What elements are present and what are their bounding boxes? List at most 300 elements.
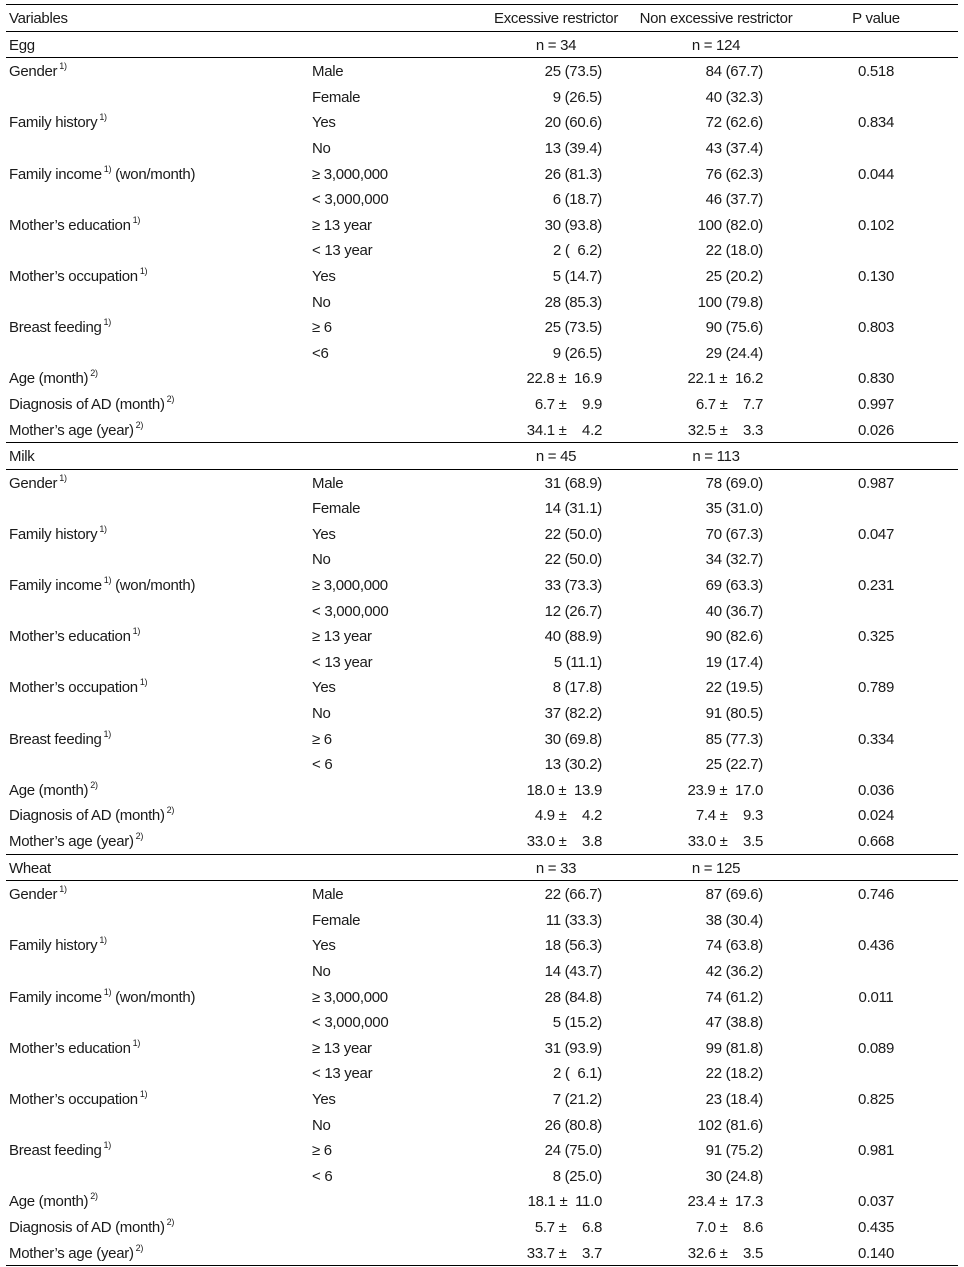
cell-p-value: 0.997 xyxy=(857,395,895,413)
row-variable xyxy=(9,1112,11,1138)
cell-p-value: 0.325 xyxy=(857,628,895,646)
cell-p-value: 0.102 xyxy=(857,216,895,234)
cell-non-excessive: 22 (18.0) xyxy=(705,242,763,260)
row-variable xyxy=(9,881,67,907)
row-variable xyxy=(9,1086,147,1112)
cell-p-value: 0.130 xyxy=(857,267,895,285)
row-variable xyxy=(9,263,147,289)
row-category: < 6 xyxy=(312,1167,333,1185)
row-category: ≥ 3,000,000 xyxy=(312,165,388,183)
footnote-marker: 1) xyxy=(103,728,111,739)
footnote-marker: 2) xyxy=(166,805,175,816)
row-variable xyxy=(9,314,111,340)
table-row xyxy=(6,649,958,675)
variable-label: Breast feeding xyxy=(9,1142,102,1160)
table-row xyxy=(6,984,958,1010)
variable-label: Age (month) xyxy=(9,370,89,388)
row-variable xyxy=(9,726,111,752)
row-variable xyxy=(9,365,98,391)
row-category: No xyxy=(312,705,331,723)
cell-p-value: 0.024 xyxy=(857,807,895,825)
row-variable xyxy=(9,932,107,958)
variable-label: Family history xyxy=(9,525,98,543)
variable-label: Diagnosis of AD (month) xyxy=(9,1218,165,1236)
cell-excessive: 2 ( 6.2) xyxy=(553,242,602,260)
cell-non-excessive: 40 (32.3) xyxy=(705,88,763,106)
variable-label: Breast feeding xyxy=(9,730,102,748)
table-row xyxy=(6,391,958,417)
cell-non-excessive: 87 (69.6) xyxy=(705,886,763,904)
cell-p-value xyxy=(816,237,936,263)
row-category: Male xyxy=(312,886,344,904)
row-variable xyxy=(9,289,11,315)
variable-label: Mother’s age (year) xyxy=(9,833,134,850)
section-n-non-excessive: n = 113 xyxy=(692,448,740,466)
cell-excessive: 7 (21.2) xyxy=(552,1090,602,1108)
cell-non-excessive: 32.5 ± 3.3 xyxy=(687,421,763,439)
row-variable xyxy=(9,674,147,700)
row-variable xyxy=(9,521,107,547)
cell-non-excessive: 33.0 ± 3.5 xyxy=(687,833,763,850)
cell-excessive: 14 (43.7) xyxy=(544,962,602,980)
table-row xyxy=(6,263,958,289)
table-row xyxy=(6,58,958,84)
table-row xyxy=(6,1035,958,1061)
variable-label: Breast feeding xyxy=(9,319,102,337)
variable-label: Family income xyxy=(9,988,102,1006)
cell-non-excessive: 78 (69.0) xyxy=(705,474,763,492)
cell-non-excessive: 84 (67.7) xyxy=(705,63,763,81)
footnote-marker: 2) xyxy=(166,1216,175,1227)
header-variables: Variables xyxy=(9,10,68,27)
row-variable xyxy=(9,1163,11,1189)
row-category: < 3,000,000 xyxy=(312,602,389,620)
cell-p-value: 0.803 xyxy=(857,319,895,337)
row-variable xyxy=(9,1009,11,1035)
table-row xyxy=(6,802,958,828)
cell-p-value xyxy=(816,958,936,984)
cell-non-excessive: 90 (82.6) xyxy=(705,628,763,646)
cell-excessive: 30 (93.8) xyxy=(544,216,602,234)
footnote-marker: 1) xyxy=(132,1037,141,1048)
variable-label: Family income xyxy=(9,577,102,595)
header-non-excessive: Non excessive restrictor xyxy=(639,10,793,27)
row-variable xyxy=(9,340,11,366)
section-n-excessive: n = 34 xyxy=(535,36,577,54)
row-category: ≥ 3,000,000 xyxy=(312,577,388,595)
cell-p-value: 0.140 xyxy=(857,1244,895,1262)
cell-non-excessive: 90 (75.6) xyxy=(705,319,763,337)
cell-non-excessive: 22.1 ± 16.2 xyxy=(687,370,763,388)
row-category: < 13 year xyxy=(312,1065,373,1083)
table-row xyxy=(6,340,958,366)
cell-excessive: 26 (80.8) xyxy=(544,1116,602,1134)
row-category: < 6 xyxy=(312,756,333,774)
cell-non-excessive: 32.6 ± 3.5 xyxy=(687,1244,763,1262)
cell-p-value: 0.825 xyxy=(857,1090,895,1108)
section-n-excessive: n = 45 xyxy=(535,448,577,466)
cell-non-excessive: 74 (61.2) xyxy=(705,988,763,1006)
row-variable xyxy=(9,700,11,726)
cell-excessive: 31 (93.9) xyxy=(544,1039,602,1057)
cell-excessive: 13 (39.4) xyxy=(544,139,602,157)
cell-p-value xyxy=(816,135,936,161)
row-category: < 13 year xyxy=(312,653,373,671)
cell-p-value: 0.231 xyxy=(857,577,895,595)
cell-excessive: 31 (68.9) xyxy=(544,474,602,492)
cell-excessive: 20 (60.6) xyxy=(544,114,602,132)
table-row xyxy=(6,751,958,777)
row-variable xyxy=(9,802,174,828)
footnote-marker: 1) xyxy=(59,472,67,483)
cell-excessive: 9 (26.5) xyxy=(552,344,602,362)
row-category: Yes xyxy=(312,1090,336,1108)
footnote-marker: 1) xyxy=(103,163,112,174)
footnote-marker: 2) xyxy=(135,419,144,430)
variable-label: Mother’s age (year) xyxy=(9,421,134,439)
table-row xyxy=(6,84,958,110)
cell-p-value xyxy=(816,751,936,777)
row-category: Female xyxy=(312,911,361,929)
cell-non-excessive: 22 (19.5) xyxy=(705,679,763,697)
cell-excessive: 40 (88.9) xyxy=(544,628,602,646)
table-row xyxy=(6,1060,958,1086)
table-row xyxy=(6,365,958,391)
cell-non-excessive: 30 (24.8) xyxy=(705,1167,763,1185)
table-row xyxy=(6,932,958,958)
footnote-marker: 1) xyxy=(139,1088,148,1099)
cell-p-value: 0.981 xyxy=(857,1142,895,1160)
cell-excessive: 30 (69.8) xyxy=(544,730,602,748)
footnote-marker: 2) xyxy=(90,779,98,790)
cell-excessive: 2 ( 6.1) xyxy=(553,1065,602,1083)
cell-p-value: 0.834 xyxy=(857,114,895,132)
cell-excessive: 25 (73.5) xyxy=(544,63,602,81)
table-body xyxy=(6,31,958,1267)
cell-excessive: 8 (25.0) xyxy=(552,1167,602,1185)
cell-excessive: 22.8 ± 16.9 xyxy=(526,370,602,388)
table-row xyxy=(6,495,958,521)
row-variable xyxy=(9,572,195,598)
table-row xyxy=(6,777,958,803)
cell-p-value xyxy=(816,84,936,110)
row-category: No xyxy=(312,1116,331,1134)
footnote-marker: 2) xyxy=(135,1242,144,1253)
table-bottom-rule xyxy=(6,1265,958,1266)
row-category: ≥ 6 xyxy=(312,319,332,337)
row-variable xyxy=(9,161,195,187)
cell-non-excessive: 100 (82.0) xyxy=(697,216,763,234)
row-variable xyxy=(9,984,195,1010)
variable-label: Family history xyxy=(9,937,98,955)
cell-p-value: 0.089 xyxy=(857,1039,895,1057)
cell-excessive: 37 (82.2) xyxy=(544,705,602,723)
row-variable xyxy=(9,495,11,521)
cell-excessive: 5 (14.7) xyxy=(552,267,602,285)
row-variable xyxy=(9,391,174,417)
row-category: < 3,000,000 xyxy=(312,1014,389,1032)
row-category: ≥ 13 year xyxy=(312,628,372,646)
row-variable xyxy=(9,546,11,572)
table-row xyxy=(6,521,958,547)
cell-non-excessive: 40 (36.7) xyxy=(705,602,763,620)
row-variable xyxy=(9,186,11,212)
table-row xyxy=(6,1240,958,1266)
cell-p-value: 0.746 xyxy=(857,886,895,904)
cell-excessive: 12 (26.7) xyxy=(544,602,602,620)
footnote-marker: 1) xyxy=(103,1140,111,1151)
cell-non-excessive: 7.4 ± 9.3 xyxy=(695,807,763,825)
cell-non-excessive: 38 (30.4) xyxy=(705,911,763,929)
table-row xyxy=(6,674,958,700)
cell-non-excessive: 72 (62.6) xyxy=(705,114,763,132)
row-category: ≥ 13 year xyxy=(312,216,372,234)
variable-label: Age (month) xyxy=(9,781,89,799)
footnote-marker: 1) xyxy=(59,884,67,895)
footnote-marker: 1) xyxy=(103,317,111,328)
section-name: Milk xyxy=(9,448,35,466)
row-variable xyxy=(9,907,11,933)
variable-label: Family income xyxy=(9,165,102,183)
table-row xyxy=(6,314,958,340)
cell-p-value: 0.830 xyxy=(857,370,895,388)
section-name: Egg xyxy=(9,36,35,54)
cell-non-excessive: 99 (81.8) xyxy=(705,1039,763,1057)
cell-non-excessive: 46 (37.7) xyxy=(705,191,763,209)
row-variable xyxy=(9,84,11,110)
cell-excessive: 33 (73.3) xyxy=(544,577,602,595)
cell-non-excessive: 6.7 ± 7.7 xyxy=(695,395,763,413)
cell-p-value xyxy=(816,907,936,933)
cell-excessive: 4.9 ± 4.2 xyxy=(534,807,602,825)
variable-unit: (won/month) xyxy=(115,165,196,183)
cell-non-excessive: 74 (63.8) xyxy=(705,937,763,955)
variable-label: Gender xyxy=(9,63,58,81)
row-category: Female xyxy=(312,500,361,518)
variable-label: Gender xyxy=(9,474,58,492)
cell-p-value: 0.026 xyxy=(857,421,895,439)
cell-non-excessive: 23.9 ± 17.0 xyxy=(687,781,763,799)
row-variable xyxy=(9,1035,140,1061)
row-category: Yes xyxy=(312,937,336,955)
table-row xyxy=(6,1188,958,1214)
table-header-row xyxy=(6,5,958,31)
table-row xyxy=(6,1112,958,1138)
cell-non-excessive: 25 (20.2) xyxy=(705,267,763,285)
cell-non-excessive: 23 (18.4) xyxy=(705,1090,763,1108)
cell-non-excessive: 91 (75.2) xyxy=(705,1142,763,1160)
cell-excessive: 28 (85.3) xyxy=(544,293,602,311)
cell-p-value: 0.436 xyxy=(857,937,895,955)
row-variable xyxy=(9,1137,111,1163)
row-category: Yes xyxy=(312,679,336,697)
cell-excessive: 25 (73.5) xyxy=(544,319,602,337)
cell-non-excessive: 47 (38.8) xyxy=(705,1014,763,1032)
section-n-non-excessive: n = 125 xyxy=(691,859,741,877)
footnote-marker: 1) xyxy=(132,214,141,225)
row-variable xyxy=(9,109,107,135)
variable-label: Diagnosis of AD (month) xyxy=(9,807,165,825)
variable-label: Gender xyxy=(9,886,58,904)
row-category: Yes xyxy=(312,267,336,285)
variable-unit: (won/month) xyxy=(115,988,196,1006)
cell-excessive: 14 (31.1) xyxy=(544,500,602,518)
cell-p-value xyxy=(816,495,936,521)
cell-excessive: 6 (18.7) xyxy=(552,191,602,209)
cell-excessive: 22 (50.0) xyxy=(544,551,602,569)
cell-excessive: 33.7 ± 3.7 xyxy=(526,1244,602,1262)
cell-p-value: 0.011 xyxy=(858,988,894,1006)
table-row xyxy=(6,289,958,315)
cell-excessive: 24 (75.0) xyxy=(544,1142,602,1160)
footnote-marker: 1) xyxy=(139,265,148,276)
table-row xyxy=(6,598,958,624)
row-category: No xyxy=(312,293,331,311)
variable-label: Mother’s occupation xyxy=(9,267,138,285)
row-category: No xyxy=(312,139,331,157)
cell-non-excessive: 85 (77.3) xyxy=(705,730,763,748)
cell-p-value xyxy=(816,1112,936,1138)
table-row xyxy=(6,1137,958,1163)
section-n-non-excessive: n = 124 xyxy=(691,36,741,54)
table-row xyxy=(6,1009,958,1035)
footnote-marker: 1) xyxy=(99,523,107,534)
variable-label: Mother’s education xyxy=(9,628,131,646)
table-row xyxy=(6,700,958,726)
variable-label: Diagnosis of AD (month) xyxy=(9,395,165,413)
row-category: Female xyxy=(312,88,361,106)
row-variable xyxy=(9,470,67,496)
row-category: Male xyxy=(312,474,344,492)
table-row xyxy=(6,623,958,649)
table-row xyxy=(6,1163,958,1189)
row-category: No xyxy=(312,962,331,980)
header-excessive: Excessive restrictor xyxy=(493,10,619,27)
row-variable xyxy=(9,58,67,84)
row-variable xyxy=(9,751,11,777)
table-row xyxy=(6,135,958,161)
cell-excessive: 5 (15.2) xyxy=(552,1014,602,1032)
cell-p-value xyxy=(816,1163,936,1189)
cell-non-excessive: 100 (79.8) xyxy=(697,293,763,311)
cell-p-value: 0.044 xyxy=(857,165,895,183)
cell-p-value: 0.036 xyxy=(857,781,895,799)
cell-non-excessive: 69 (63.3) xyxy=(705,577,763,595)
table-row xyxy=(6,958,958,984)
cell-p-value: 0.334 xyxy=(857,730,895,748)
row-category: ≥ 6 xyxy=(312,1142,332,1160)
row-variable xyxy=(9,623,140,649)
row-variable xyxy=(9,828,143,854)
cell-p-value: 0.047 xyxy=(857,525,895,543)
table-row xyxy=(6,212,958,238)
footnote-marker: 2) xyxy=(166,393,175,404)
cell-non-excessive: 19 (17.4) xyxy=(705,653,763,671)
cell-excessive: 5 (11.1) xyxy=(553,653,602,671)
cell-non-excessive: 23.4 ± 17.3 xyxy=(687,1193,763,1211)
cell-p-value xyxy=(816,598,936,624)
cell-p-value xyxy=(816,1009,936,1035)
row-variable xyxy=(9,417,143,443)
cell-p-value xyxy=(816,340,936,366)
variable-label: Mother’s education xyxy=(9,216,131,234)
section-header-row xyxy=(6,855,958,881)
cell-non-excessive: 34 (32.7) xyxy=(705,551,763,569)
footnote-marker: 2) xyxy=(90,368,98,379)
cell-excessive: 8 (17.8) xyxy=(552,679,602,697)
cell-excessive: 34.1 ± 4.2 xyxy=(526,421,602,439)
table-row xyxy=(6,828,958,854)
row-variable xyxy=(9,1240,143,1266)
table-row xyxy=(6,161,958,187)
row-category: Yes xyxy=(312,114,336,132)
cell-excessive: 9 (26.5) xyxy=(552,88,602,106)
cell-non-excessive: 91 (80.5) xyxy=(705,705,763,723)
cell-excessive: 18.1 ± 11.0 xyxy=(527,1193,602,1211)
row-variable xyxy=(9,1188,98,1214)
row-category: Yes xyxy=(312,525,336,543)
table-row xyxy=(6,417,958,443)
row-category: < 3,000,000 xyxy=(312,191,389,209)
section-header-row xyxy=(6,443,958,469)
cell-p-value: 0.435 xyxy=(857,1218,895,1236)
variable-label: Mother’s occupation xyxy=(9,679,138,697)
cell-excessive: 13 (30.2) xyxy=(544,756,602,774)
row-variable xyxy=(9,649,11,675)
footnote-marker: 2) xyxy=(135,831,144,841)
footnote-marker: 1) xyxy=(99,935,107,946)
cell-non-excessive: 22 (18.2) xyxy=(705,1065,763,1083)
row-category: < 13 year xyxy=(312,242,373,260)
table-row xyxy=(6,726,958,752)
row-variable xyxy=(9,598,11,624)
table-row xyxy=(6,109,958,135)
cell-p-value xyxy=(816,649,936,675)
cell-non-excessive: 7.0 ± 8.6 xyxy=(695,1218,763,1236)
footnote-marker: 2) xyxy=(90,1191,98,1202)
cell-p-value: 0.789 xyxy=(857,679,895,697)
cell-p-value xyxy=(816,546,936,572)
cell-p-value xyxy=(816,1060,936,1086)
row-category: Male xyxy=(312,63,344,81)
row-category: ≥ 3,000,000 xyxy=(312,988,388,1006)
table-row xyxy=(6,470,958,496)
footnote-marker: 1) xyxy=(99,112,107,123)
cell-p-value xyxy=(816,186,936,212)
row-category: <6 xyxy=(312,344,329,362)
cell-p-value xyxy=(816,289,936,315)
variable-label: Age (month) xyxy=(9,1193,89,1211)
cell-p-value: 0.037 xyxy=(857,1193,895,1211)
data-table xyxy=(6,4,958,1266)
header-p-value: P value xyxy=(852,10,900,27)
cell-excessive: 5.7 ± 6.8 xyxy=(534,1218,602,1236)
cell-non-excessive: 42 (36.2) xyxy=(705,962,763,980)
section-n-excessive: n = 33 xyxy=(535,859,577,877)
section-name: Wheat xyxy=(9,859,51,877)
variable-label: Family history xyxy=(9,114,98,132)
table-row xyxy=(6,881,958,907)
cell-excessive: 11 (33.3) xyxy=(545,911,602,929)
footnote-marker: 1) xyxy=(132,626,141,637)
row-variable xyxy=(9,1214,174,1240)
cell-non-excessive: 102 (81.6) xyxy=(697,1116,763,1134)
variable-label: Mother’s age (year) xyxy=(9,1244,134,1262)
table-row xyxy=(6,1214,958,1240)
row-category: ≥ 6 xyxy=(312,730,332,748)
footnote-marker: 1) xyxy=(59,61,67,72)
cell-non-excessive: 35 (31.0) xyxy=(705,500,763,518)
